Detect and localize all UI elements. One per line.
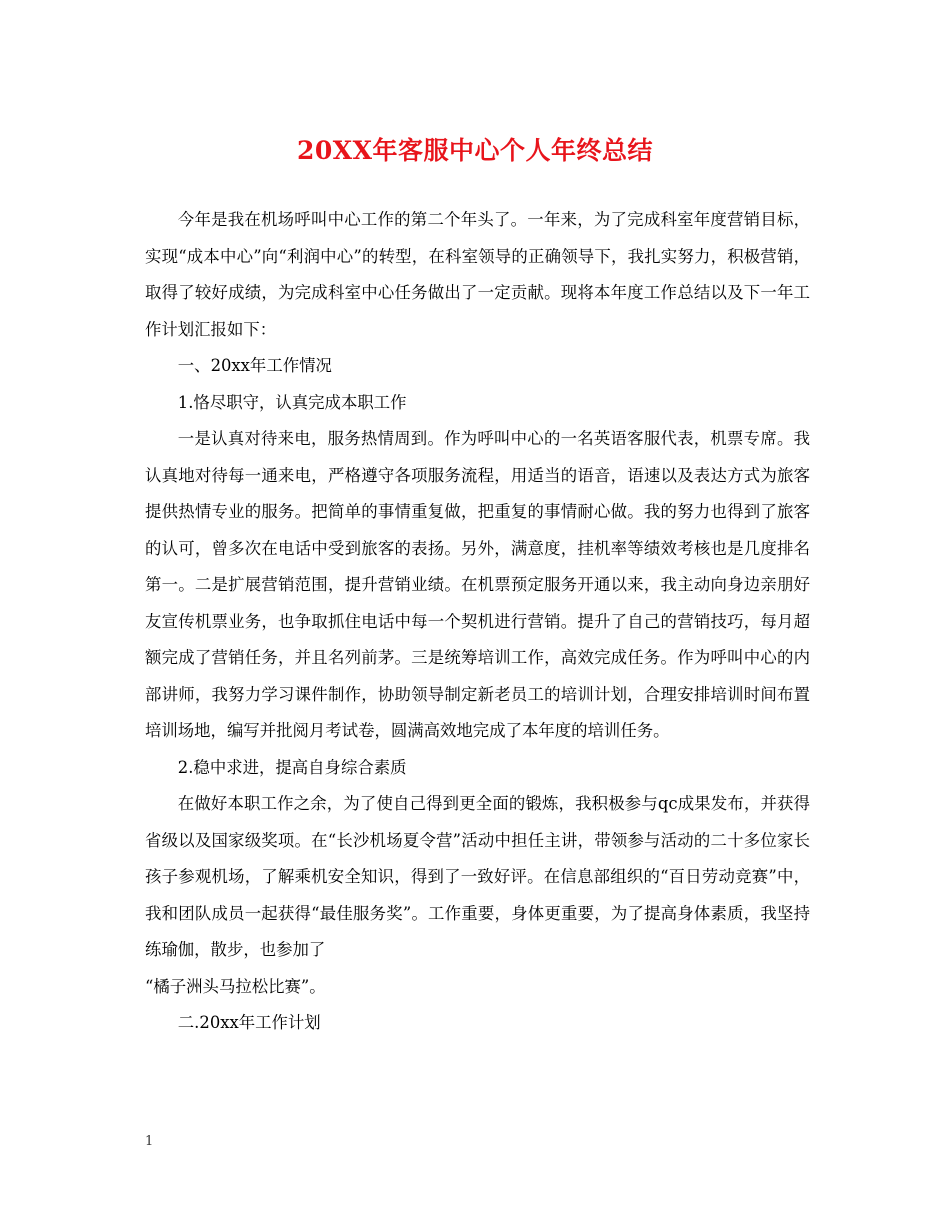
document-title: 20XX年客服中心个人年终总结: [296, 136, 654, 165]
body-paragraph-1: 一是认真对待来电，服务热情周到。作为呼叫中心的一名英语客服代表，机票专席。我认真地对待每一通来电，严格遵守各项服务流程，用适当的语音，语速以及表达方式为旅客提供热情专业的服务。把简单的事情重复做，把重复的事情耐心做。我的努力也得到了旅客的认可，曾多次在电话中受到旅客的表扬。另外，满意度，挂机率等绩效考核也是几度排名第一。二是扩展营销范围，提升营销业绩。在机票预定服务开通以来，我主动向身边亲朋好友宣传机票业务，也争取抓住电话中每一个契机进行营销。提升了自己的营销技巧，每月超额完成了营销任务，并且名列前茅。三是统筹培训工作，高效完成任务。作为呼叫中心的内部讲师，我努力学习课件制作，协助领导制定新老员工的培训计划，合理安排培训时间布置培训场地，编写并批阅月考试卷，圆满高效地完成了本年度的培训任务。: [145, 429, 810, 740]
subsection-heading-2: 2.稳中求进，提高自身综合素质: [177, 757, 407, 777]
document-body: [145, 202, 810, 1042]
subsection-heading-1: 1.恪尽职守，认真完成本职工作: [177, 392, 407, 412]
body-paragraph-2-continuation: “橘子洲头马拉松比赛”。: [145, 976, 326, 996]
body-paragraph-2: 在做好本职工作之余，为了使自己得到更全面的锻炼，我积极参与qc成果发布，并获得省级以及国家级奖项。在“长沙机场夏令营”活动中担任主讲，带领参与活动的二十多位家长孩子参观机场，了解乘机安全知识，得到了一致好评。在信息部组织的“百日劳动竞赛”中，我和团队成员一起获得“最佳服务奖”。工作重要，身体更重要，为了提高身体素质，我坚持练瑜伽，散步，也参加了: [145, 794, 810, 959]
intro-paragraph: 今年是我在机场呼叫中心工作的第二个年头了。一年来，为了完成科室年度营销目标，实现“成本中心”向“利润中心”的转型，在科室领导的正确领导下，我扎实努力，积极营销，取得了较好成绩，为完成科室中心任务做出了一定贡献。现将本年度工作总结以及下一年工作计划汇报如下：: [145, 210, 810, 339]
page-number: 1: [145, 1134, 154, 1149]
section-heading-1: 一、20xx年工作情况: [177, 356, 332, 375]
section-heading-2: 二.20xx年工作计划: [177, 1013, 321, 1032]
